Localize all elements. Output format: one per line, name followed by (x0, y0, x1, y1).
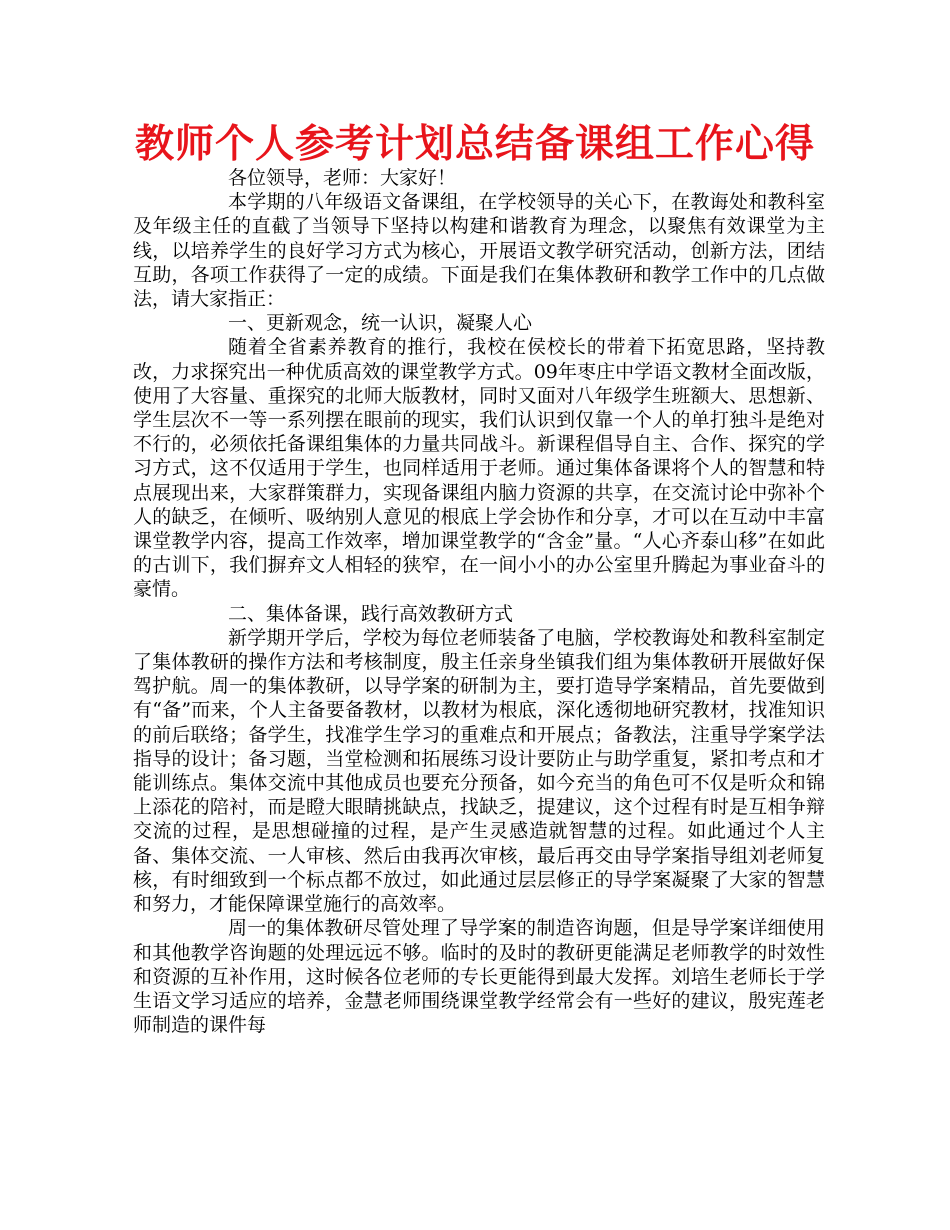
document-title: 教师个人参考计划总结备课组工作心得 (134, 122, 815, 167)
greeting-paragraph: 各位领导，老师：大家好！ (228, 167, 457, 189)
section-1-paragraph: 随着全省素养教育的推行，我校在侯校长的带着下拓宽思路，坚持教改，力求探究出一种优质高效的课堂教学方式。09年枣庄中学语文教材全面改版，使用了大容量、重探究的北师大版教材，同时又面对八年级学生班额大、思想新、学生层次不一等一系列摆在眼前的现实，我们认识到仅靠一个人的单打独斗是绝对不行的，必须依托备课组集体的力量共同战斗。新课程倡导自主、合作、探究的学习方式，这不仅适用于学生，也同样适用于老师。通过集体备课将个人的智慧和特点展现出来，大家群策群力，实现备课组内脑力资源的共享，在交流讨论中弥补个人的缺乏，在倾听、吸纳别人意见的根底上学会协作和分享，才可以在互动中丰富课堂教学内容，提高工作效率，增加课堂教学的“含金”量。“人心齐泰山移”在如此的古训下，我们摒弃文人相轻的狭窄，在一间小小的办公室里升腾起为事业奋斗的豪情。 (133, 336, 825, 601)
section-2-paragraph-continued: 周一的集体教研尽管处理了导学案的制造咨询题，但是导学案详细使用和其他教学咨询题的处理远远不够。临时的及时的教研更能满足老师教学的时效性和资源的互补作用，这时候各位老师的专长更能得到最大发挥。刘培生老师长于学生语文学习适应的培养，金慧老师围绕课堂教学经常会有一些好的建议，殷宪莲老师制造的课件每 (133, 917, 825, 1037)
intro-paragraph: 本学期的八年级语文备课组，在学校领导的关心下，在教诲处和教科室及年级主任的直截了当领导下坚持以构建和谐教育为理念，以聚焦有效课堂为主线，以培养学生的良好学习方式为核心，开展语文教学研究活动，创新方法，团结互助，各项工作获得了一定的成绩。下面是我们在集体教研和教学工作中的几点做法，请大家指正： (133, 191, 825, 311)
section-2-paragraph: 新学期开学后，学校为每位老师装备了电脑，学校教诲处和教科室制定了集体教研的操作方法和考核制度，殷主任亲身坐镇我们组为集体教研开展做好保驾护航。周一的集体教研，以导学案的研制为主，要打造导学案精品，首先要做到有“备”而来，个人主备要备教材，以教材为根底，深化透彻地研究教材，找准知识的前后联络；备学生，找准学生学习的重难点和开展点；备教法，注重导学案学法指导的设计；备习题，当堂检测和拓展练习设计要防止与助学重复，紧扣考点和才能训练点。集体交流中其他成员也要充分预备，如今充当的角色可不仅是听众和锦上添花的陪衬，而是瞪大眼睛挑缺点，找缺乏，提建议，这个过程有时是互相争辩交流的过程，是思想碰撞的过程，是产生灵感造就智慧的过程。如此通过个人主备、集体交流、一人审核、然后由我再次审核，最后再交由导学案指导组刘老师复核，有时细致到一个标点都不放过，如此通过层层修正的导学案凝聚了大家的智慧和努力，才能保障课堂施行的高效率。 (133, 626, 825, 916)
section-heading-2: 二、集体备课，践行高效教研方式 (228, 602, 514, 625)
document-body (133, 166, 825, 1037)
section-heading-1: 一、更新观念，统一认识，凝聚人心 (228, 312, 533, 335)
